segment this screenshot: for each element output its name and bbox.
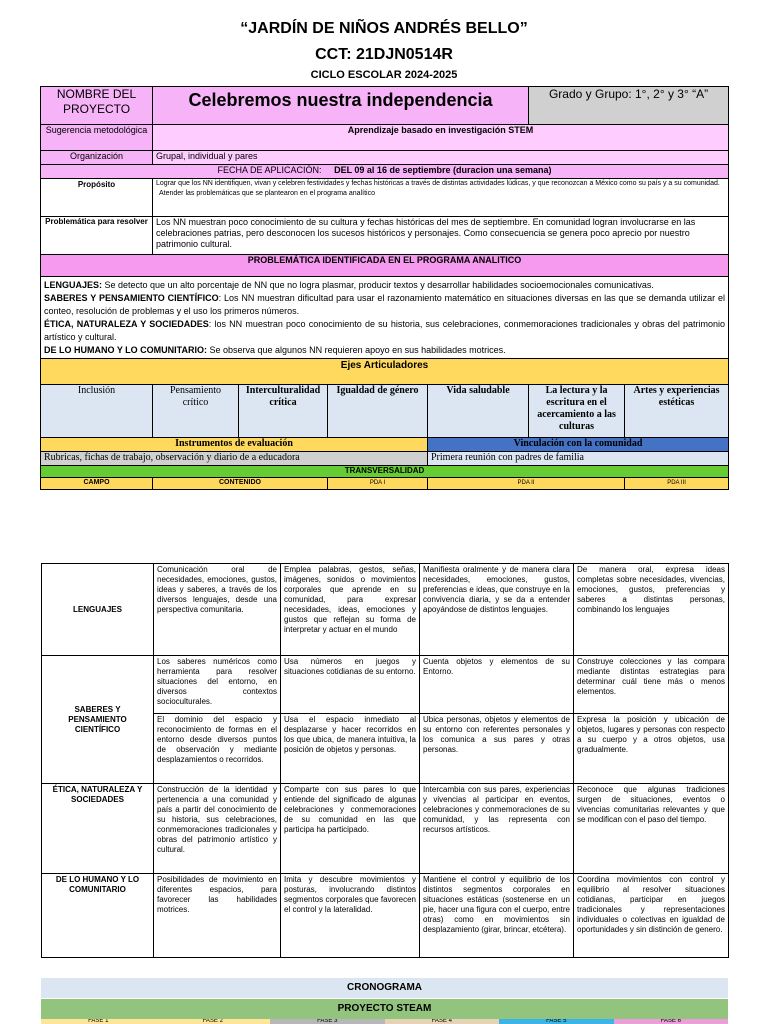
axis-arts: Artes y experiencias estéticas bbox=[625, 385, 729, 438]
area-humano: DE LO HUMANO Y LO COMUNITARIO bbox=[42, 874, 154, 958]
axis-interculturality: Interculturalidad crítica bbox=[239, 385, 328, 438]
area-lenguajes: LENGUAJES bbox=[42, 564, 154, 656]
identified-problem-title: PROBLEMÁTICA IDENTIFICADA EN EL PROGRAMA ANALITICO bbox=[41, 255, 729, 277]
instruments-value: Rubricas, fichas de trabajo, observación y diario de a educadora bbox=[41, 452, 428, 466]
pda2-cell: Ubica personas, objetos y elementos de su entorno con referentes personales y los comunica a sus pares y otras personas. bbox=[420, 714, 574, 784]
phase-5: FASE 5 bbox=[499, 1019, 614, 1024]
col-pda2: PDA II bbox=[428, 478, 625, 490]
pda2-cell: Intercambia con sus pares, experiencias y vivencias al participar en eventos, celebraciones y conmemoraciones de su comunidad, y las representa con recursos artísticos. bbox=[420, 784, 574, 874]
pda2-cell: Mantiene el control y equilibrio de los distintos segmentos corporales en situaciones estáticas (sostenerse en un pie, hacer una figura con el cuerpo, entre otras) como en movimientos sin desplazamiento (girar, brincar, etcétera). bbox=[420, 874, 574, 958]
pda3-cell: Construye colecciones y las compara mediante distintas estrategias para determinar cuál tiene más o menos elementos. bbox=[574, 656, 729, 714]
grade-group: Grado y Grupo: 1°, 2° y 3° “A” bbox=[529, 87, 729, 125]
axis-inclusion: Inclusión bbox=[41, 385, 153, 438]
contenido-cell: Construcción de la identidad y pertenencia a una comunidad y país a partir del conocimiento de su historia, sus celebraciones, conmemoraciones tradicionales y obras del patrimonio artístico y cultural. bbox=[154, 784, 281, 874]
contenido-cell: El dominio del espacio y reconocimiento de formas en el entorno desde diversos puntos de observación y mediante desplazamientos o recorridos. bbox=[154, 714, 281, 784]
contenido-cell: Posibilidades de movimiento en diferentes espacios, para favorecer las habilidades motrices. bbox=[154, 874, 281, 958]
contenido-cell: Los saberes numéricos como herramienta para resolver situaciones del entorno, en diversos contextos socioculturales. bbox=[154, 656, 281, 714]
problem-humano: DE LO HUMANO Y LO COMUNITARIO: Se observa que algunos NN requieren apoyo en sus habilidades motrices. bbox=[44, 345, 506, 355]
axes-title: Ejes Articuladores bbox=[41, 359, 729, 385]
pda2-cell: Manifiesta oralmente y de manera clara necesidades, emociones, gustos, preferencias e ideas, que construye en la convivencia diaria, y se da a entender apoyándose de distintos lenguajes. bbox=[420, 564, 574, 656]
purpose-label: Propósito bbox=[41, 179, 153, 217]
pda3-cell: Coordina movimientos con control y equilibrio al resolver situaciones cotidianas, participar en juegos tradicionales y representaciones individuales o colectivas en igualdad de oportunidades y sin distinción de genero. bbox=[574, 874, 729, 958]
organization-label: Organización bbox=[41, 151, 153, 165]
problem-lenguajes: LENGUAJES: Se detecto que un alto porcentaje de NN que no logra plasmar, producir textos y desarrollar habilidades socioemocionales comunicativas. bbox=[44, 280, 654, 290]
col-pda3: PDA III bbox=[625, 478, 729, 490]
axis-critical-thinking: Pensamiento crítico bbox=[153, 385, 239, 438]
axis-gender-equality: Igualdad de género bbox=[328, 385, 428, 438]
purpose-text-1: Lograr que los NN identifiquen, vivan y celebren festividades y fechas históricas a través de distintas actividades lúdicas, y que reconozcan a México como su país y a su comunidad. bbox=[156, 180, 720, 187]
col-contenido: CONTENIDO bbox=[153, 478, 328, 490]
purpose-value bbox=[153, 179, 729, 217]
pda1-cell: Imita y descubre movimientos y posturas, involucrando distintos segmentos corporales que favorecen el control y la lateralidad. bbox=[281, 874, 420, 958]
phase-1: FASE 1 bbox=[41, 1019, 156, 1024]
phase-strip bbox=[41, 1019, 728, 1024]
date-value: DEL 09 al 16 de septiembre (duracion una semana) bbox=[334, 165, 552, 175]
phase-6: FASE 6 bbox=[614, 1019, 729, 1024]
area-saberes: SABERES Y PENSAMIENTO CIENTÍFICO bbox=[42, 656, 154, 784]
steam-project-band: PROYECTO STEAM bbox=[41, 999, 728, 1019]
pda3-cell: Reconoce que algunas tradiciones surgen de situaciones, eventos o vivencias comunitarias relevantes y que se modifican con el paso del tiempo. bbox=[574, 784, 729, 874]
methodology-label: Sugerencia metodológica bbox=[41, 125, 153, 151]
axis-healthy-life: Vida saludable bbox=[428, 385, 529, 438]
problem-label: Problemática para resolver bbox=[41, 217, 153, 255]
contenido-cell: Comunicación oral de necesidades, emociones, gustos, ideas y saberes, a través de los diversos lenguajes, desde una perspectiva comunitaria. bbox=[154, 564, 281, 656]
pda1-cell: Usa el espacio inmediato al desplazarse y hacer recorridos en los que ubica, de manera intuitiva, la posición de objetos y personas. bbox=[281, 714, 420, 784]
community-value: Primera reunión con padres de familia bbox=[428, 452, 729, 466]
application-date bbox=[41, 165, 729, 179]
school-cycle: CICLO ESCOLAR 2024-2025 bbox=[310, 69, 458, 81]
methodology-value: Aprendizaje basado en investigación STEM bbox=[153, 125, 729, 151]
col-campo: CAMPO bbox=[41, 478, 153, 490]
pda2-cell: Cuenta objetos y elementos de su Entorno. bbox=[420, 656, 574, 714]
area-etica: ÉTICA, NATURALEZA Y SOCIEDADES bbox=[42, 784, 154, 874]
identified-problems bbox=[41, 277, 729, 359]
axis-reading-writing: La lectura y la escritura en el acercamiento a las culturas bbox=[529, 385, 625, 438]
transversality-title: TRANSVERSALIDAD bbox=[41, 466, 729, 478]
problem-value: Los NN muestran poco conocimiento de su cultura y fechas históricas del mes de septiembre. En comunidad logran involucrarse en las celebraciones patrias, pero desconocen los sucesos históricos y personajes. Como consecuencia se genera poco aprecio por nuestro patrimonio cultural. bbox=[153, 217, 729, 255]
col-pda1: PDA I bbox=[328, 478, 428, 490]
transversality-table bbox=[41, 563, 729, 958]
date-label: FECHA DE APLICACIÓN: bbox=[217, 165, 322, 175]
phase-4: FASE 4 bbox=[385, 1019, 500, 1024]
pda3-cell: Expresa la posición y ubicación de objetos, lugares y personas con respecto a su cuerpo y a otros objetos, usa gradualmente. bbox=[574, 714, 729, 784]
project-table bbox=[40, 86, 729, 490]
instruments-title: Instrumentos de evaluación bbox=[41, 438, 428, 452]
pda3-cell: De manera oral, expresa ideas completas sobre necesidades, vivencias, emociones, gustos, preferencias y saberes a distintas personas, combinando los lenguajes bbox=[574, 564, 729, 656]
pda1-cell: Usa números en juegos y situaciones cotidianas de su entorno. bbox=[281, 656, 420, 714]
purpose-text-2: Atender las problemáticas que se plantearon en el programa analítico bbox=[159, 190, 375, 197]
school-title: “JARDÍN DE NIÑOS ANDRÉS BELLO” bbox=[240, 20, 528, 37]
problem-etica: ÉTICA, NATURALEZA Y SOCIEDADES: los NN muestran poco conocimiento de su historia, sus celebraciones, conmemoraciones tradicionales y obras del patrimonio artístico y cultural. bbox=[44, 319, 726, 342]
community-title: Vinculación con la comunidad bbox=[428, 438, 729, 452]
project-name-label: NOMBRE DEL PROYECTO bbox=[41, 87, 153, 125]
phase-3: FASE 3 bbox=[270, 1019, 385, 1024]
pda1-cell: Comparte con sus pares lo que entiende del significado de algunas celebraciones y conmemoraciones de su comunidad en las que participa ha participado. bbox=[281, 784, 420, 874]
pda1-cell: Emplea palabras, gestos, señas, imágenes, sonidos o movimientos corporales que aprende en su comunidad, para expresar necesidades, ideas, emociones y gustos que reflejan su forma de interpretar y actuar en el mundo bbox=[281, 564, 420, 656]
project-name: Celebremos nuestra independencia bbox=[153, 87, 529, 125]
problem-saberes: SABERES Y PENSAMIENTO CIENTÍFICO: Los NN muestran dificultad para usar el razonamiento matemático en situaciones diversas en las que se demanda utilizar el conteo, resolución de problemas y el uso los primeros números. bbox=[44, 293, 726, 316]
cronograma-band: CRONOGRAMA bbox=[41, 978, 728, 998]
organization-value: Grupal, individual y pares bbox=[153, 151, 729, 165]
phase-2: FASE 2 bbox=[156, 1019, 271, 1024]
cct-code: CCT: 21DJN0514R bbox=[315, 46, 453, 63]
